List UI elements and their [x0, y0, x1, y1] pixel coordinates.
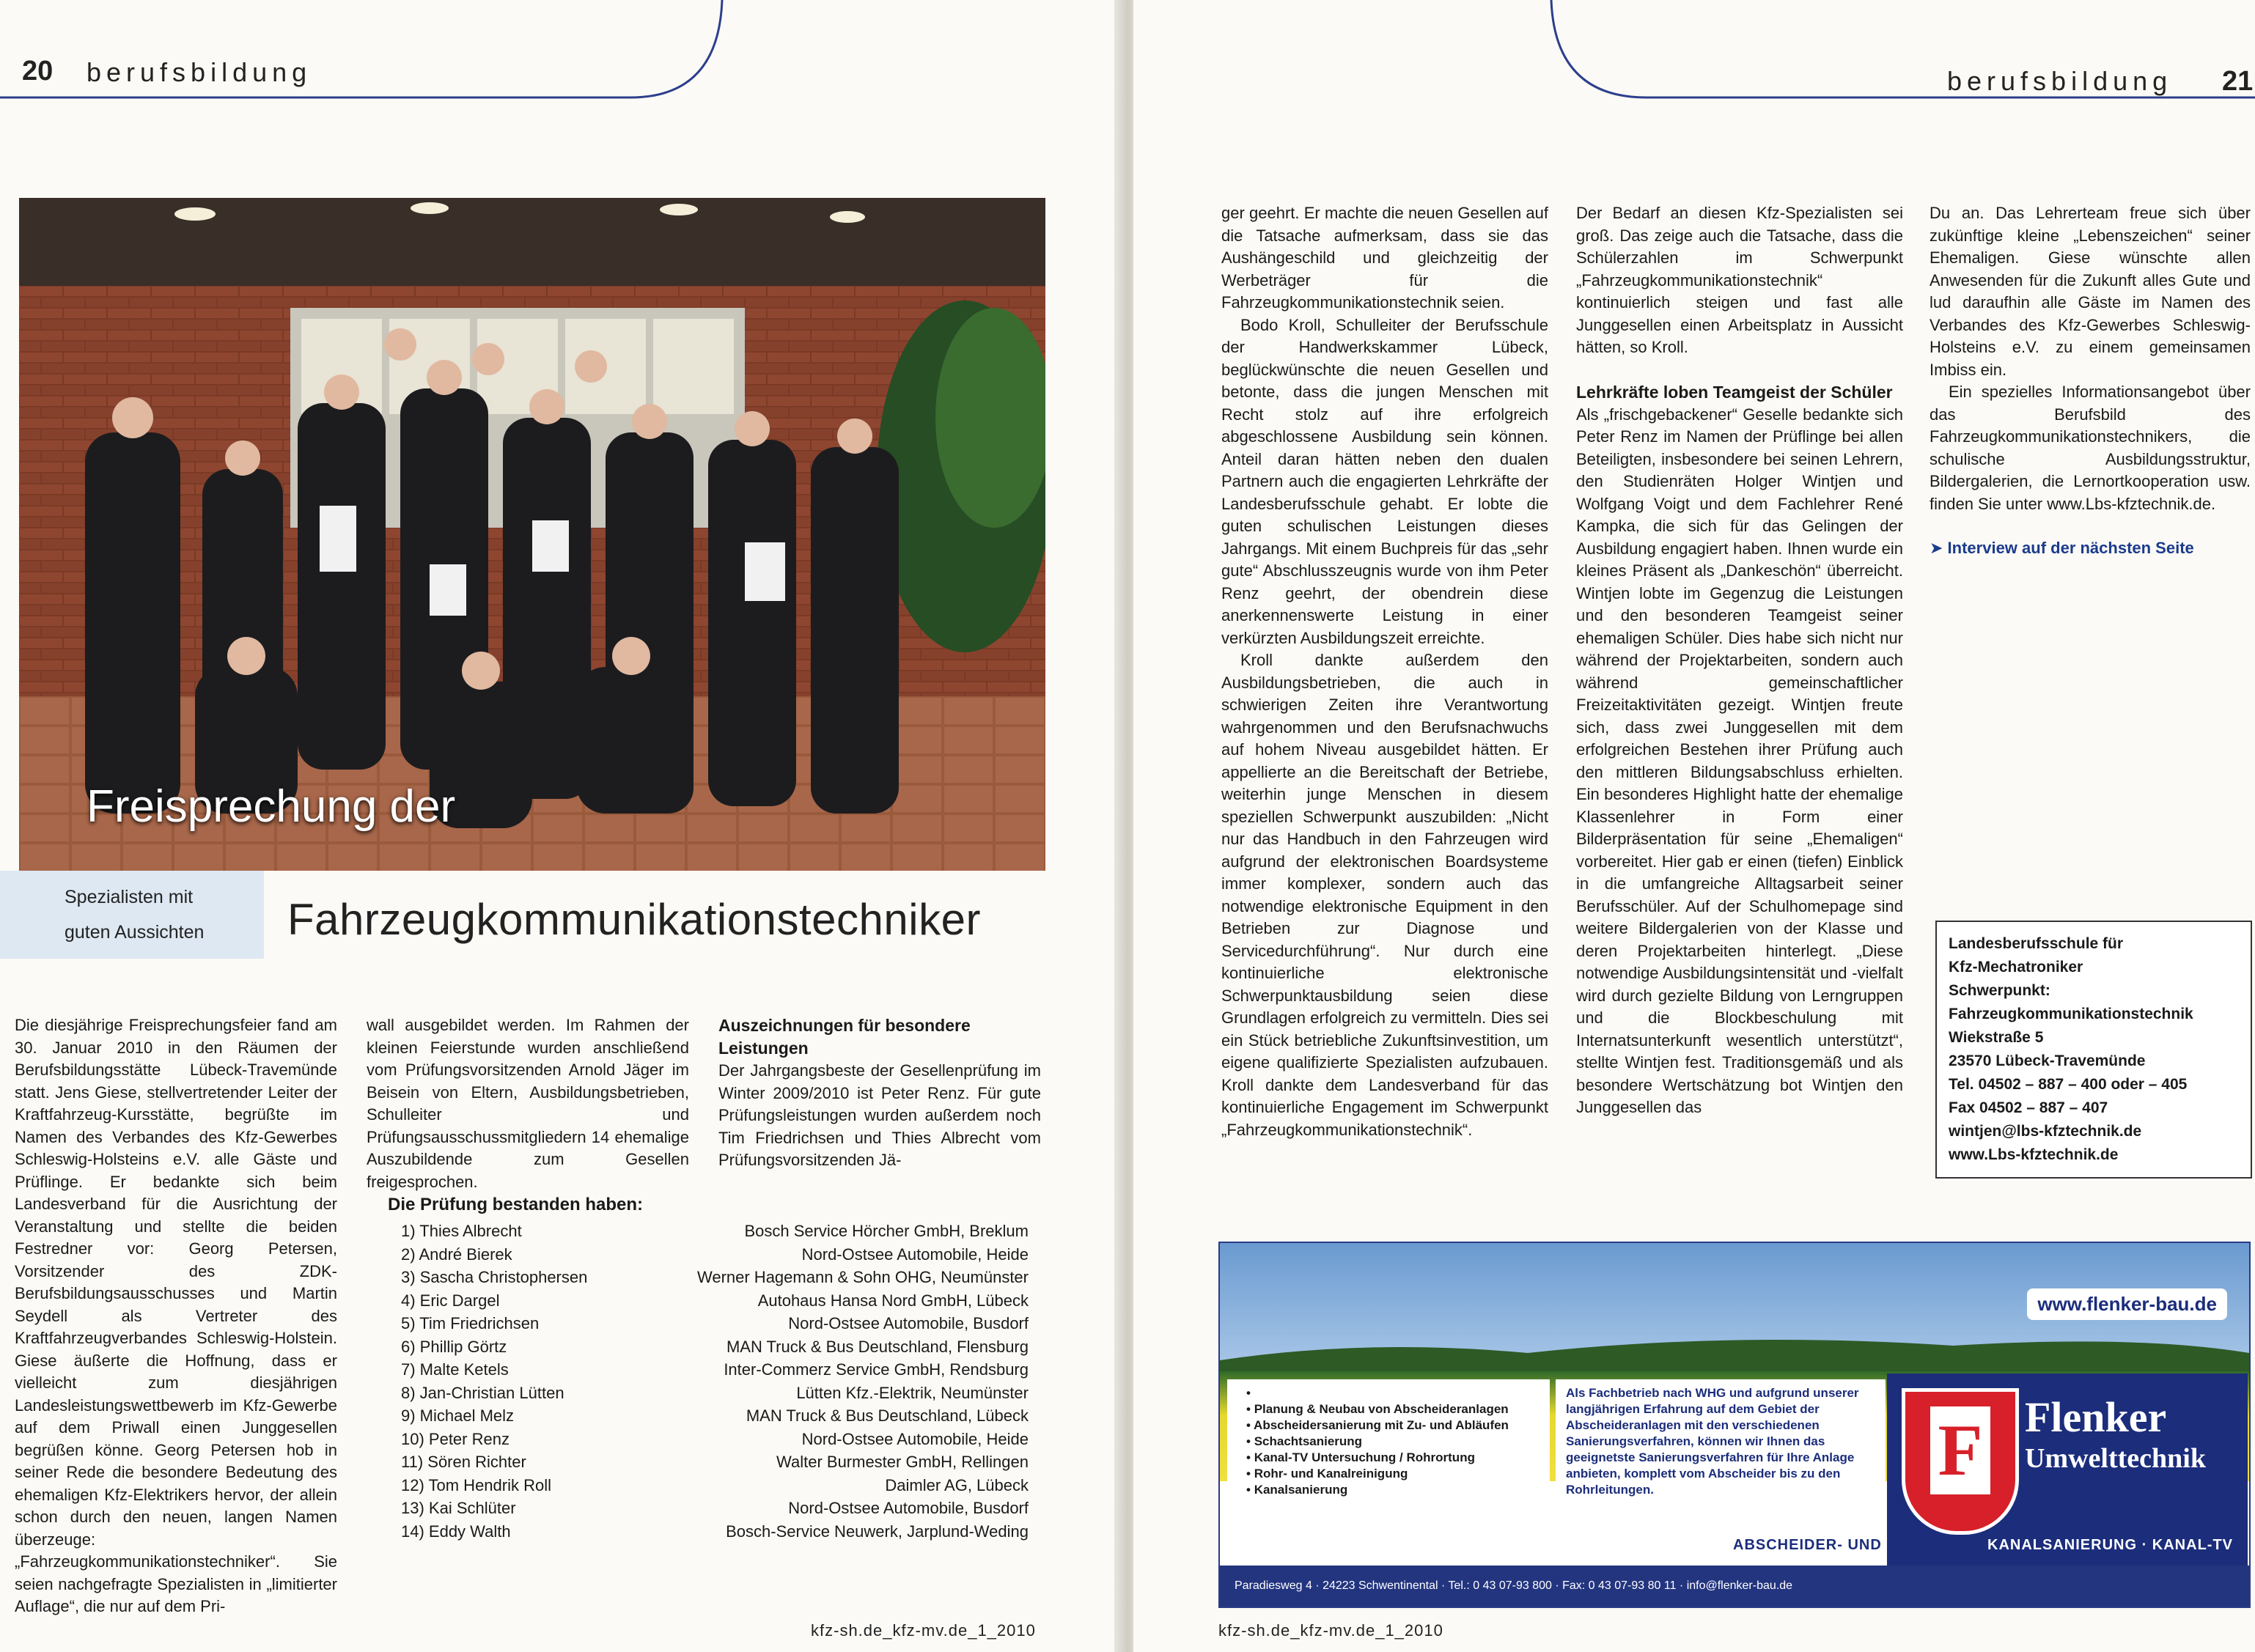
graduate-row	[370, 1335, 1052, 1359]
graduate-name: 4) Eric Dargel	[401, 1291, 500, 1310]
ad-service-item: • • Planung & Neubau von Abscheideranlagen	[1246, 1401, 1539, 1417]
graduate-name: 5) Tim Friedrichsen	[401, 1314, 540, 1332]
infobox-line: Landesberufsschule für	[1949, 935, 2124, 952]
flenker-logo-icon	[1902, 1388, 2019, 1535]
page-number: 20	[22, 56, 54, 86]
graduate-row	[370, 1289, 1052, 1313]
infobox-line[interactable]: wintjen@lbs-kfztechnik.de	[1949, 1123, 2142, 1140]
graduate-name: 14) Eddy Walth	[401, 1522, 511, 1541]
graduate-row	[370, 1358, 1052, 1382]
graduate-row	[370, 1266, 1052, 1289]
graduate-name: 12) Tom Hendrik Roll	[401, 1475, 552, 1494]
graduate-company: Nord-Ostsee Automobile, Heide	[801, 1429, 1029, 1448]
infobox-line: Tel. 04502 – 887 – 400 oder – 405	[1949, 1076, 2188, 1093]
ad-services-list	[1227, 1379, 1550, 1517]
section-title: berufsbildung	[87, 57, 312, 87]
paragraph: Der Bedarf an diesen Kfz-Spezialisten sei groß. Das zeige auch die Tatsache, dass die Schülerzahlen im Schwerpunkt „Fahrzeugkommunikationstechnik“ kontinuierlich steigen und fast alle Junggesellen einen Arbeitsplatz in Aussicht hätten, so Kroll.	[1576, 204, 1903, 356]
graduate-row	[370, 1220, 1052, 1243]
graduate-company: Nord-Ostsee Automobile, Busdorf	[788, 1499, 1029, 1517]
next-page-link[interactable]: ➤ Interview auf der nächsten Seite	[1930, 539, 2194, 557]
graduate-company: Autohaus Hansa Nord GmbH, Lübeck	[757, 1291, 1029, 1310]
graduate-row	[370, 1243, 1052, 1266]
paragraph: Die diesjährige Freisprechungsfeier fand am 30. Januar 2010 in den Räumen der Berufsbildungsstätte Lübeck-Travemünde statt. Jens Giese, stellvertretender Leiter der Kraftfahrzeug-Kursstätte, begrüßte im Namen des Verbandes des Kfz-Gewerbes Schleswig-Holsteins e.V. alle Gäste und Prüflinge. Er bedankte sich beim Landesverband für die Ausrichtung der Veranstaltung und stellte die beiden Festredner vor: Georg Petersen, Vorsitzender des ZDK-Berufsbildungsausschusses und Martin Seydell als Vertreter des Kraftfahrzeugverbandes Schleswig-Holstein. Giese äußerte die Hoffnung, dass er vielleicht zum diesjährigen Landesleistungswettbewerb im Kfz-Gewerbe auf dem Priwall einen Junggesellen begrüßen könne. Georg Petersen hob in seiner Rede die besondere Bedeutung des ehemaligen Kfz-Elektrikers hervor, der allein schon durch den neuen, langen Namen überzeuge: „Fahrzeugkommunikationstechniker“. Sie seien nachgefragte Spezialisten in „limitierter Auflage“, die nur auf dem Pri-	[15, 1016, 337, 1615]
graduate-company: Daimler AG, Lübeck	[885, 1475, 1029, 1494]
article-column-4	[1221, 202, 1548, 1141]
header-rule	[0, 0, 733, 103]
group-photo-illustration	[19, 198, 1045, 871]
graduate-company: MAN Truck & Bus Deutschland, Lübeck	[746, 1406, 1029, 1425]
flenker-advertisement	[1218, 1242, 2251, 1608]
contact-infobox	[1935, 921, 2252, 1179]
ad-service-item: • Schachtsanierung	[1246, 1434, 1539, 1450]
paragraph: Kroll dankte außerdem den Ausbildungsbetrieben, die auch in schwierigen Zeiten ihre Verantwortung wahrgenommen und den Berufsnachwuchs auf hohem Niveau ausgebildet hätten. Er appellierte an die Bereitschaft der Betriebe, weiterhin junge Menschen in diesem speziellen Schwerpunkt auszubilden: „Nicht nur das Handbuch in den Fahrzeugen wird aufgrund der elektronischen Boardsysteme immer komplexer, sondern auch das notwendige elektronische Equipment in den Betrieben zur Diagnose und Servicedurchführung“. Nur durch eine kontinuierliche elektronische Schwerpunktausbildung seien diese Grundlagen erfolgreich zu vermitteln. Dies sei ein Stück betriebliche Zukunftsinvestition, um eigene qualifizierte Spezialisten aufzubauen. Kroll dankte dem Landesverband für das kontinuierliche Engagement im Schwerpunkt „Fahrzeugkommunikationstechnik“.	[1221, 651, 1548, 1139]
graduate-name: 7) Malte Ketels	[401, 1360, 509, 1379]
headline: Fahrzeugkommunikationstechniker	[287, 895, 981, 944]
graduate-company: Bosch-Service Neuwerk, Jarplund-Weding	[726, 1522, 1029, 1541]
infobox-line: Schwerpunkt:	[1949, 982, 2050, 999]
ad-brand-block	[1733, 1373, 2248, 1566]
paragraph: Bodo Kroll, Schulleiter der Berufsschule der Handwerkskammer Lübeck, beglückwünschte die neuen Gesellen und betonte, dass die jungen Menschen mit Recht stolz auf ihre erfolgreich abgeschlossene Ausbildung sein können. Anteil daran hätten neben den dualen Partnern auch die engagierten Lehrkräfte der Landesberufsschule gehabt. Er lobte die guten schulischen Leistungen dieses Jahrgangs. Mit einem Buchpreis für das „sehr gute“ Abschlusszeugnis wurde von ihm Peter Renz geehrt, der obendrein diese anerkennenswerte Leistung in einer verkürzten Ausbildungszeit erreichte.	[1221, 315, 1548, 647]
graduate-company: Nord-Ostsee Automobile, Busdorf	[788, 1314, 1029, 1332]
graduate-row	[370, 1382, 1052, 1405]
paragraph: wall ausgebildet werden. Im Rahmen der kleinen Feierstunde wurden anschließend vom Prüfungsvorsitzenden Arnold Jäger im Beisein von Eltern, Ausbildungsbetrieben, Schulleiter und Prüfungsausschussmitgliedern 14 ehemalige Auszubildende zum Gesellen freigesprochen.	[367, 1016, 689, 1191]
graduate-row	[370, 1404, 1052, 1428]
graduate-company: Inter-Commerz Service GmbH, Rendsburg	[724, 1360, 1029, 1379]
ad-service-item: • Kanalsanierung	[1246, 1482, 1539, 1498]
infobox-line: Wiekstraße 5	[1949, 1029, 2044, 1046]
graduate-row	[370, 1312, 1052, 1335]
section-heading: Lehrkräfte loben Teamgeist der Schüler	[1576, 382, 1893, 402]
page-number: 21	[2222, 66, 2254, 97]
graduate-company: Bosch Service Hörcher GmbH, Breklum	[744, 1222, 1029, 1240]
graduates-list-title: Die Prüfung bestanden haben:	[388, 1195, 644, 1214]
graduate-row	[370, 1428, 1052, 1451]
paragraph: Ein spezielles Informationsangebot über das Berufsbild des Fahrzeugkommunikationstechnikers, die schulische Ausbildungsstruktur, Bildergalerien, die Lernortkooperation usw. finden Sie unter www.Lbs-kfztechnik.de.	[1930, 383, 2251, 513]
section-heading: Auszeichnungen für besondere Leistungen	[718, 1016, 971, 1058]
ad-url[interactable]: www.flenker-bau.de	[2027, 1288, 2227, 1320]
graduate-company: Nord-Ostsee Automobile, Heide	[801, 1244, 1029, 1264]
infobox-line: Kfz-Mechatroniker	[1949, 959, 2083, 976]
article-column-2	[367, 1014, 689, 1193]
graduate-company: Lütten Kfz.-Elektrik, Neumünster	[796, 1383, 1029, 1402]
graduate-name: 6) Phillip Görtz	[401, 1337, 507, 1356]
paragraph: Als „frischgebackener“ Geselle bedankte sich Peter Renz im Namen der Prüflinge bei allen Beteiligten, insbesondere bei seinen Lehrern, den Studienräten Holger Wintjen und Wolfgang Voigt und dem Fachlehrer René Kampka, die sich für das Gelingen der Ausbildung engagiert haben. Ihnen wurde ein kleines Präsent als „Dankeschön“ überreicht. Wintjen lobte im Gegenzug die Leistungen und den besonderen Teamgeist seiner ehemaligen Schüler. Dies habe sich nicht nur während der Projektarbeiten, sondern auch während gemeinschaftlicher Freizeitaktivitäten gezeigt. Wintjen freute sich, dass zwei Junggesellen mit dem erfolgreichen Bestehen ihrer Prüfung auch den mittleren Bildungsabschluss erhielten. Ein besonderes Highlight hatte der ehemalige Klassenlehrer in Form einer Bilderpräsentation für seine „Ehemaligen“ vorbereitet. Hier gab er einen (tiefen) Einblick in die umfangreiche Alltagsarbeit seiner Berufsschüler. Auf der Schulhomepage sind weitere Bildergalerien von der Klasse und deren Projektarbeiten hinterlegt. „Diese notwendige Ausbildungsintensität und -vielfalt wird durch gezielte Bildung von Lerngruppen und die Blockbeschulung mit Internatsunterkunft wesentlich unterstützt“, stellte Wintjen fest. Traditionsgemäß und als besondere Wertschätzung bot Wintjen den Junggesellen das	[1576, 405, 1903, 1116]
brand-subtitle: Umwelttechnik	[2025, 1443, 2206, 1474]
graduates-list	[370, 1195, 1052, 1541]
ad-service-item: • Rohr- und Kanalreinigung	[1246, 1466, 1539, 1482]
infobox-line: 23570 Lübeck-Travemünde	[1949, 1052, 2146, 1069]
group-photo	[19, 198, 1045, 871]
tagline-right: KANALSANIERUNG · KANAL-TV	[1987, 1537, 2233, 1553]
page-footer: kfz-sh.de_kfz-mv.de_1_2010	[811, 1621, 1036, 1640]
graduate-company: Walter Burmester GmbH, Rellingen	[776, 1453, 1029, 1471]
paragraph: Du an. Das Lehrerteam freue sich über zukünftige kleine „Lebenszeichen“ seiner Ehemaligen. Giese wünschte allen Anwesenden für die Zukunft alles Gute und lud daraufhin alle Gäste im Namen des Verbandes des Kfz-Gewerbes Schleswig-Holsteins e.V. zu einem gemeinsamen Imbiss ein.	[1930, 204, 2251, 379]
logo-letter: F	[1930, 1406, 1990, 1494]
section-title: berufsbildung	[1947, 66, 2173, 96]
graduate-row	[370, 1450, 1052, 1474]
subtitle-line-2: guten Aussichten	[65, 922, 205, 943]
paragraph: ger geehrt. Er machte die neuen Gesellen auf die Tatsache aufmerksam, dass sie das Aushängeschild und gleichzeitig der Werbeträger für die Fahrzeugkommunikationstechnik seien.	[1221, 204, 1548, 311]
article-column-1	[15, 1014, 337, 1618]
article-column-6	[1930, 202, 2251, 560]
graduate-name: 1) Thies Albrecht	[401, 1222, 522, 1240]
subtitle-line-1: Spezialisten mit	[65, 887, 194, 907]
graduate-name: 8) Jan-Christian Lütten	[401, 1383, 564, 1402]
graduate-company: MAN Truck & Bus Deutschland, Flensburg	[726, 1337, 1029, 1356]
infobox-line: Fahrzeugkommunikationstechnik	[1949, 1006, 2193, 1022]
subtitle	[65, 880, 204, 950]
graduate-name: 11) Sören Richter	[401, 1453, 526, 1471]
graduate-name: 3) Sascha Christophersen	[401, 1268, 588, 1286]
graduate-company: Werner Hagemann & Sohn OHG, Neumünster	[696, 1268, 1029, 1286]
ad-service-item: • Kanal-TV Untersuchung / Rohrortung	[1246, 1450, 1539, 1466]
graduate-row	[370, 1497, 1052, 1520]
ad-description: Als Fachbetrieb nach WHG und aufgrund unserer langjährigen Erfahrung auf dem Gebiet der Abscheideranlagen mit den verschiedenen Sanierungsverfahren, können wir Ihnen das geeignetste Sanierungsverfahren für Ihre Anlage anbieten, komplett vom Abscheider bis zu den Rohrleitungen.	[1556, 1379, 1886, 1517]
photo-title: Freisprechung der	[87, 781, 456, 832]
graduate-row	[370, 1520, 1052, 1544]
graduate-name: 9) Michael Melz	[401, 1406, 515, 1425]
graduate-name: 13) Kai Schlüter	[401, 1499, 516, 1517]
graduate-row	[370, 1474, 1052, 1497]
brand-name: Flenker	[2025, 1393, 2167, 1441]
paragraph: Der Jahrgangsbeste der Gesellenprüfung im Winter 2009/2010 ist Peter Renz. Für gute Prüfungsleistungen wurden außerdem noch Tim Friedrichsen und Thies Albrecht vom Prüfungsvorsitzenden Jä-	[718, 1061, 1041, 1169]
page-footer: kfz-sh.de_kfz-mv.de_1_2010	[1218, 1621, 1443, 1640]
ad-address-bar: Paradiesweg 4 · 24223 Schwentinental · Tel.: 0 43 07-93 800 · Fax: 0 43 07-93 80 11 · info@flenker-bau.de	[1220, 1566, 2249, 1607]
graduate-name: 10) Peter Renz	[401, 1429, 510, 1448]
article-column-5	[1576, 202, 1903, 1119]
graduate-name: 2) André Bierek	[401, 1244, 512, 1264]
infobox-line: Fax 04502 – 887 – 407	[1949, 1099, 2108, 1116]
article-column-3	[718, 1014, 1041, 1172]
tagline-left: ABSCHEIDER- UND	[1733, 1537, 1882, 1553]
ad-service-item: • Abscheidersanierung mit Zu- und Abläufen	[1246, 1417, 1539, 1434]
left-page	[0, 0, 1122, 1652]
infobox-line[interactable]: www.Lbs-kfztechnik.de	[1949, 1146, 2119, 1163]
